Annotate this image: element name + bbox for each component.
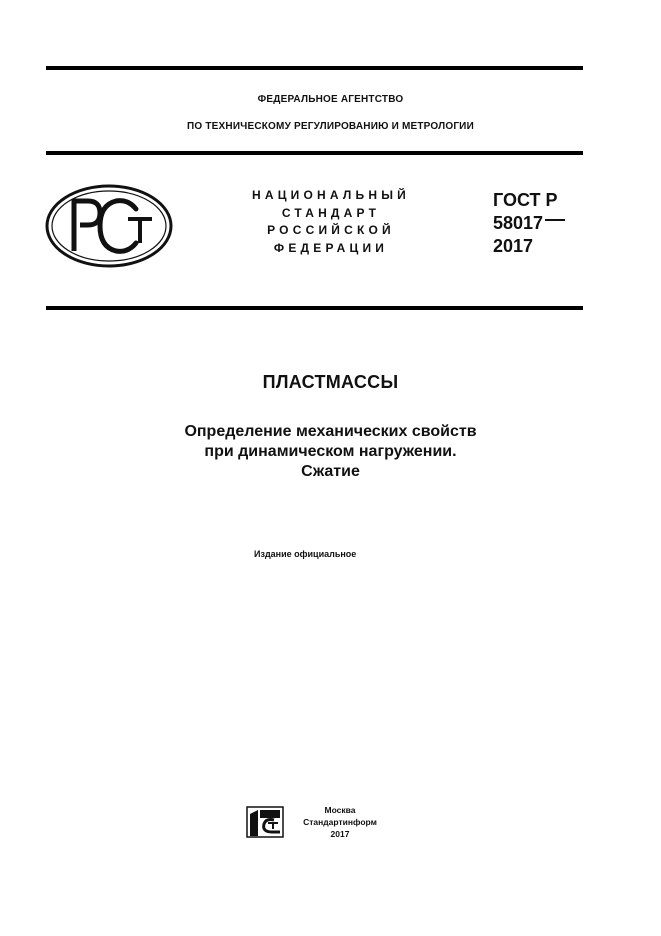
rst-certification-logo-icon: [44, 183, 174, 269]
national-standard-label: [226, 187, 436, 257]
subtitle-line: Сжатие: [301, 463, 360, 480]
national-standard-line: ФЕДЕРАЦИИ: [273, 240, 389, 255]
edition-note: Издание официальное: [254, 549, 357, 559]
publisher-name: Стандартинформ: [303, 817, 377, 827]
header-divider: [46, 151, 583, 155]
designation-number-row: [493, 212, 565, 235]
designation-prefix: ГОСТ Р: [493, 190, 558, 210]
masthead-bottom-divider: [46, 306, 583, 310]
agency-name-line-1: ФЕДЕРАЛЬНОЕ АГЕНТСТВО: [257, 94, 404, 105]
national-standard-line: РОССИЙСКОЙ: [267, 223, 395, 237]
designation-year: 2017: [493, 236, 534, 256]
standard-designation: [493, 189, 565, 258]
national-standard-line: СТАНДАРТ: [281, 205, 381, 220]
publisher-year: 2017: [330, 829, 350, 839]
top-divider: [46, 66, 583, 70]
document-title: ПЛАСТМАССЫ: [262, 372, 399, 392]
publisher-info: [292, 804, 388, 840]
subtitle-line: при динамическом нагружении.: [204, 443, 457, 460]
national-standard-line: НАЦИОНАЛЬНЫЙ: [251, 188, 411, 202]
designation-dash: [545, 219, 565, 221]
publisher-city: Москва: [324, 805, 356, 815]
agency-name-line-2: ПО ТЕХНИЧЕСКОМУ РЕГУЛИРОВАНИЮ И МЕТРОЛОГИИ: [187, 121, 474, 132]
standartinform-logo-icon: [246, 806, 284, 838]
designation-number: 58017: [493, 213, 544, 233]
subtitle-line: Определение механических свойств: [184, 423, 477, 440]
document-subtitle: [0, 422, 661, 482]
